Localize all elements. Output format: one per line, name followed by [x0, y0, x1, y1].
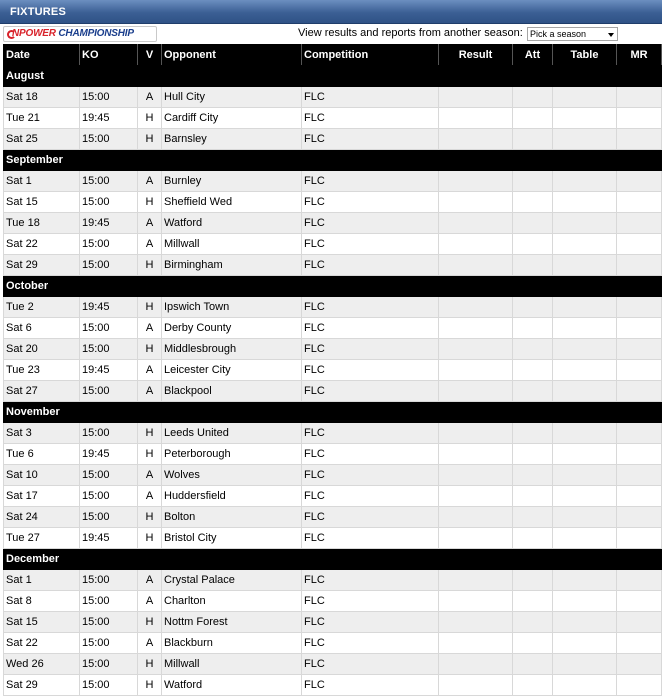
fixture-opponent: Millwall	[162, 654, 302, 675]
fixture-result	[439, 192, 513, 213]
fixture-result	[439, 213, 513, 234]
fixture-match-report	[617, 192, 662, 213]
month-header-row	[4, 276, 662, 297]
fixture-kickoff: 15:00	[80, 318, 138, 339]
fixture-venue: H	[138, 654, 162, 675]
fixture-result	[439, 507, 513, 528]
fixture-match-report	[617, 87, 662, 108]
fixture-venue: A	[138, 171, 162, 192]
fixture-competition: FLC	[302, 255, 439, 276]
fixture-date: Tue 18	[4, 213, 80, 234]
fixture-table	[553, 633, 617, 654]
fixture-kickoff: 15:00	[80, 423, 138, 444]
fixture-venue: H	[138, 612, 162, 633]
fixture-kickoff: 15:00	[80, 129, 138, 150]
fixture-result	[439, 339, 513, 360]
table-row	[4, 360, 662, 381]
fixture-match-report	[617, 444, 662, 465]
fixture-table	[553, 570, 617, 591]
fixture-table	[553, 507, 617, 528]
col-table: Table	[553, 45, 617, 66]
fixture-kickoff: 15:00	[80, 381, 138, 402]
fixture-opponent: Watford	[162, 675, 302, 696]
fixture-venue: A	[138, 87, 162, 108]
fixture-date: Sat 17	[4, 486, 80, 507]
fixture-attendance	[513, 192, 553, 213]
fixture-date: Sat 24	[4, 507, 80, 528]
fixture-match-report	[617, 654, 662, 675]
fixture-date: Sat 8	[4, 591, 80, 612]
fixture-opponent: Huddersfield	[162, 486, 302, 507]
season-label: View results and reports from another season:	[298, 27, 523, 39]
fixture-date: Wed 26	[4, 654, 80, 675]
fixture-result	[439, 87, 513, 108]
table-row	[4, 255, 662, 276]
fixture-kickoff: 19:45	[80, 213, 138, 234]
col-venue: V	[138, 45, 162, 66]
fixture-result	[439, 528, 513, 549]
fixture-table	[553, 255, 617, 276]
fixture-table	[553, 171, 617, 192]
fixture-opponent: Sheffield Wed	[162, 192, 302, 213]
fixture-competition: FLC	[302, 360, 439, 381]
table-row	[4, 528, 662, 549]
fixture-attendance	[513, 507, 553, 528]
fixture-venue: A	[138, 465, 162, 486]
fixture-competition: FLC	[302, 675, 439, 696]
fixture-date: Tue 27	[4, 528, 80, 549]
fixture-venue: A	[138, 591, 162, 612]
season-select[interactable]	[527, 27, 618, 41]
fixture-match-report	[617, 612, 662, 633]
fixture-venue: H	[138, 444, 162, 465]
fixture-kickoff: 15:00	[80, 612, 138, 633]
fixture-competition: FLC	[302, 570, 439, 591]
fixture-result	[439, 591, 513, 612]
table-row	[4, 570, 662, 591]
fixture-kickoff: 15:00	[80, 486, 138, 507]
fixture-venue: A	[138, 486, 162, 507]
fixture-result	[439, 486, 513, 507]
fixture-table	[553, 528, 617, 549]
fixture-result	[439, 360, 513, 381]
logo-league: CHAMPIONSHIP	[58, 28, 134, 39]
fixture-attendance	[513, 654, 553, 675]
col-result: Result	[439, 45, 513, 66]
fixture-venue: A	[138, 570, 162, 591]
fixture-date: Sat 15	[4, 192, 80, 213]
fixture-result	[439, 297, 513, 318]
fixture-match-report	[617, 528, 662, 549]
fixture-date: Sat 6	[4, 318, 80, 339]
table-row	[4, 465, 662, 486]
fixture-date: Tue 6	[4, 444, 80, 465]
fixture-result	[439, 612, 513, 633]
fixture-result	[439, 171, 513, 192]
table-row	[4, 633, 662, 654]
fixture-competition: FLC	[302, 108, 439, 129]
fixture-kickoff: 19:45	[80, 444, 138, 465]
table-row	[4, 444, 662, 465]
col-att: Att	[513, 45, 553, 66]
npower-championship-logo	[3, 26, 157, 42]
col-competition: Competition	[302, 45, 439, 66]
fixture-opponent: Peterborough	[162, 444, 302, 465]
table-row	[4, 654, 662, 675]
table-row	[4, 591, 662, 612]
fixture-table	[553, 108, 617, 129]
fixture-attendance	[513, 591, 553, 612]
fixture-match-report	[617, 381, 662, 402]
fixture-attendance	[513, 213, 553, 234]
month-name: September	[4, 150, 662, 171]
fixture-competition: FLC	[302, 591, 439, 612]
fixture-date: Tue 23	[4, 360, 80, 381]
fixture-opponent: Blackpool	[162, 381, 302, 402]
fixture-kickoff: 15:00	[80, 570, 138, 591]
fixture-table	[553, 612, 617, 633]
fixture-date: Sat 10	[4, 465, 80, 486]
month-header-row	[4, 402, 662, 423]
fixture-date: Tue 2	[4, 297, 80, 318]
fixture-attendance	[513, 423, 553, 444]
fixture-match-report	[617, 339, 662, 360]
month-name: August	[4, 66, 662, 87]
fixture-match-report	[617, 318, 662, 339]
fixture-competition: FLC	[302, 633, 439, 654]
fixture-kickoff: 15:00	[80, 234, 138, 255]
month-name: November	[4, 402, 662, 423]
fixture-opponent: Birmingham	[162, 255, 302, 276]
fixture-table	[553, 339, 617, 360]
fixture-match-report	[617, 465, 662, 486]
fixture-date: Sat 20	[4, 339, 80, 360]
fixture-result	[439, 255, 513, 276]
fixture-venue: H	[138, 129, 162, 150]
fixture-opponent: Ipswich Town	[162, 297, 302, 318]
fixtures-table	[3, 44, 662, 696]
fixture-opponent: Millwall	[162, 234, 302, 255]
fixture-attendance	[513, 570, 553, 591]
fixture-date: Sat 3	[4, 423, 80, 444]
fixture-match-report	[617, 675, 662, 696]
fixture-result	[439, 654, 513, 675]
fixture-opponent: Leicester City	[162, 360, 302, 381]
fixture-kickoff: 15:00	[80, 255, 138, 276]
fixture-venue: A	[138, 633, 162, 654]
fixture-competition: FLC	[302, 423, 439, 444]
fixture-table	[553, 486, 617, 507]
fixture-result	[439, 423, 513, 444]
fixture-venue: H	[138, 528, 162, 549]
fixture-competition: FLC	[302, 444, 439, 465]
fixture-competition: FLC	[302, 528, 439, 549]
fixture-attendance	[513, 675, 553, 696]
fixture-competition: FLC	[302, 339, 439, 360]
fixture-kickoff: 19:45	[80, 108, 138, 129]
fixture-kickoff: 15:00	[80, 591, 138, 612]
fixture-attendance	[513, 339, 553, 360]
fixture-date: Sat 25	[4, 129, 80, 150]
logo-brand: NPOWER	[12, 28, 56, 39]
fixture-competition: FLC	[302, 654, 439, 675]
fixture-date: Tue 21	[4, 108, 80, 129]
fixture-opponent: Derby County	[162, 318, 302, 339]
table-row	[4, 339, 662, 360]
table-row	[4, 318, 662, 339]
fixture-date: Sat 15	[4, 612, 80, 633]
table-row	[4, 486, 662, 507]
table-row	[4, 381, 662, 402]
toolbar-row	[0, 24, 662, 44]
fixture-kickoff: 15:00	[80, 675, 138, 696]
fixture-table	[553, 192, 617, 213]
fixture-result	[439, 234, 513, 255]
fixture-attendance	[513, 297, 553, 318]
fixture-table	[553, 675, 617, 696]
table-row	[4, 612, 662, 633]
fixture-competition: FLC	[302, 612, 439, 633]
fixture-table	[553, 213, 617, 234]
fixture-opponent: Burnley	[162, 171, 302, 192]
fixture-kickoff: 15:00	[80, 654, 138, 675]
table-row	[4, 297, 662, 318]
fixture-opponent: Middlesbrough	[162, 339, 302, 360]
fixture-table	[553, 318, 617, 339]
month-header-row	[4, 549, 662, 570]
fixture-kickoff: 15:00	[80, 171, 138, 192]
fixture-result	[439, 318, 513, 339]
fixture-table	[553, 465, 617, 486]
month-name: October	[4, 276, 662, 297]
month-header-row	[4, 150, 662, 171]
fixture-result	[439, 381, 513, 402]
fixture-table	[553, 87, 617, 108]
fixture-attendance	[513, 234, 553, 255]
fixture-venue: H	[138, 108, 162, 129]
fixture-match-report	[617, 633, 662, 654]
fixture-kickoff: 15:00	[80, 192, 138, 213]
table-row	[4, 423, 662, 444]
fixture-date: Sat 1	[4, 570, 80, 591]
fixture-result	[439, 570, 513, 591]
fixture-attendance	[513, 633, 553, 654]
fixture-competition: FLC	[302, 213, 439, 234]
fixture-attendance	[513, 360, 553, 381]
fixture-date: Sat 1	[4, 171, 80, 192]
season-select-value: Pick a season	[530, 29, 587, 39]
fixture-attendance	[513, 87, 553, 108]
col-mr: MR	[617, 45, 662, 66]
fixture-attendance	[513, 381, 553, 402]
fixture-competition: FLC	[302, 171, 439, 192]
fixture-result	[439, 129, 513, 150]
fixture-opponent: Charlton	[162, 591, 302, 612]
table-row	[4, 129, 662, 150]
table-row	[4, 108, 662, 129]
month-header-row	[4, 66, 662, 87]
fixture-date: Sat 29	[4, 255, 80, 276]
fixture-table	[553, 297, 617, 318]
fixture-venue: A	[138, 381, 162, 402]
fixture-competition: FLC	[302, 381, 439, 402]
fixture-date: Sat 27	[4, 381, 80, 402]
fixture-attendance	[513, 612, 553, 633]
chevron-down-icon	[608, 33, 614, 37]
fixture-result	[439, 675, 513, 696]
fixture-result	[439, 465, 513, 486]
fixture-venue: H	[138, 675, 162, 696]
fixture-opponent: Bristol City	[162, 528, 302, 549]
fixture-attendance	[513, 486, 553, 507]
fixture-competition: FLC	[302, 234, 439, 255]
fixture-table	[553, 129, 617, 150]
col-date: Date	[4, 45, 80, 66]
fixture-attendance	[513, 171, 553, 192]
fixture-venue: H	[138, 255, 162, 276]
fixture-match-report	[617, 591, 662, 612]
fixture-match-report	[617, 423, 662, 444]
fixture-opponent: Bolton	[162, 507, 302, 528]
fixture-competition: FLC	[302, 129, 439, 150]
col-opponent: Opponent	[162, 45, 302, 66]
fixture-venue: H	[138, 423, 162, 444]
fixture-venue: A	[138, 318, 162, 339]
fixture-date: Sat 29	[4, 675, 80, 696]
fixture-date: Sat 18	[4, 87, 80, 108]
fixture-table	[553, 591, 617, 612]
fixture-opponent: Leeds United	[162, 423, 302, 444]
fixture-opponent: Barnsley	[162, 129, 302, 150]
fixture-opponent: Nottm Forest	[162, 612, 302, 633]
fixture-match-report	[617, 108, 662, 129]
fixture-competition: FLC	[302, 507, 439, 528]
fixture-venue: A	[138, 213, 162, 234]
fixture-venue: A	[138, 360, 162, 381]
fixture-match-report	[617, 570, 662, 591]
fixture-table	[553, 444, 617, 465]
fixture-match-report	[617, 213, 662, 234]
fixture-match-report	[617, 171, 662, 192]
fixture-attendance	[513, 318, 553, 339]
col-ko: KO	[80, 45, 138, 66]
table-header-row	[4, 45, 662, 66]
fixture-opponent: Wolves	[162, 465, 302, 486]
fixtures-header-bar	[0, 0, 662, 24]
fixture-competition: FLC	[302, 318, 439, 339]
fixture-table	[553, 234, 617, 255]
fixture-venue: H	[138, 297, 162, 318]
fixture-kickoff: 15:00	[80, 339, 138, 360]
fixture-venue: H	[138, 339, 162, 360]
fixture-kickoff: 19:45	[80, 528, 138, 549]
fixture-kickoff: 15:00	[80, 633, 138, 654]
fixture-match-report	[617, 486, 662, 507]
fixture-venue: A	[138, 234, 162, 255]
table-row	[4, 507, 662, 528]
fixture-kickoff: 19:45	[80, 297, 138, 318]
fixture-kickoff: 19:45	[80, 360, 138, 381]
fixture-table	[553, 654, 617, 675]
fixture-match-report	[617, 360, 662, 381]
fixture-attendance	[513, 129, 553, 150]
fixture-opponent: Cardiff City	[162, 108, 302, 129]
fixture-match-report	[617, 507, 662, 528]
table-row	[4, 234, 662, 255]
fixture-date: Sat 22	[4, 633, 80, 654]
page-title: FIXTURES	[10, 6, 66, 18]
fixture-opponent: Hull City	[162, 87, 302, 108]
fixture-attendance	[513, 528, 553, 549]
fixture-competition: FLC	[302, 486, 439, 507]
fixture-match-report	[617, 129, 662, 150]
fixture-table	[553, 360, 617, 381]
fixture-kickoff: 15:00	[80, 87, 138, 108]
fixture-competition: FLC	[302, 465, 439, 486]
fixture-kickoff: 15:00	[80, 507, 138, 528]
fixture-match-report	[617, 255, 662, 276]
fixture-attendance	[513, 465, 553, 486]
fixture-result	[439, 633, 513, 654]
month-name: December	[4, 549, 662, 570]
table-row	[4, 675, 662, 696]
fixture-competition: FLC	[302, 297, 439, 318]
fixture-opponent: Crystal Palace	[162, 570, 302, 591]
fixture-match-report	[617, 297, 662, 318]
fixture-result	[439, 444, 513, 465]
table-row	[4, 171, 662, 192]
fixture-table	[553, 423, 617, 444]
fixture-venue: H	[138, 192, 162, 213]
fixture-kickoff: 15:00	[80, 465, 138, 486]
fixture-competition: FLC	[302, 192, 439, 213]
fixture-attendance	[513, 444, 553, 465]
fixture-match-report	[617, 234, 662, 255]
fixture-result	[439, 108, 513, 129]
fixture-venue: H	[138, 507, 162, 528]
fixture-opponent: Watford	[162, 213, 302, 234]
table-row	[4, 192, 662, 213]
fixture-competition: FLC	[302, 87, 439, 108]
table-row	[4, 213, 662, 234]
fixture-table	[553, 381, 617, 402]
fixture-opponent: Blackburn	[162, 633, 302, 654]
fixture-attendance	[513, 255, 553, 276]
table-row	[4, 87, 662, 108]
fixture-attendance	[513, 108, 553, 129]
fixture-date: Sat 22	[4, 234, 80, 255]
